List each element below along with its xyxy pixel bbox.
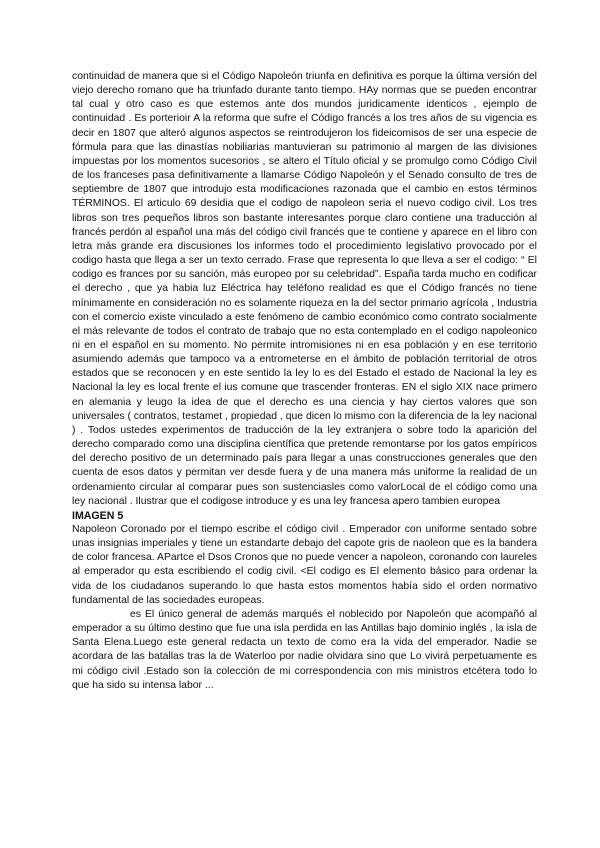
- paragraph-continuidad: continuidad de manera que si el Código Napoleón triunfa en definitiva es porque la última versión del viejo derecho romano que ha triunfado durante tanto tiempo. HAy normas que se pueden encontrar tal cual y otro caso es que estemos ante dos mundos juridicamente identicos , ejemplo de continuidad . Es porterioir A la reforma que sufre el Código francés a los tres años de su vigencia es decir en 1807 que alteró algunos aspectos se reintrodujeron los fideicomisos de ser una especie de fórmula para que las dinastías nobiliarias mantuvieran su patrimonio al margen de las divisiones impuestas por los momentos sucesorios , se altero el Título oficial y se promulgo como Código Civil de los franceses pasa definitivamente a llamarse Código Napoleón y el Senado consulto de tres de septiembre de 1807 que introdujo esta modificaciones razonada que el cambio en estos términos TÉRMINOS. El articulo 69 desidia que el codigo de napoleon seria el nuevo codigo civil. Los tres libros son tres pequeños libros son bastante interesantes porque claro contiene una traducción al francés perdón al español una más del código civil francés que te contiene y aparece en el libro con letra más grande era discusiones los informes todo el procedimiento legislativo provocado por el codigo hasta que llega a ser un texto cerrado. Frase que representa lo que lleva a ser el codigo: “ El codigo es frances por su sanción, más europeo por su celebridad”. España tarda mucho en codificar el derecho , que ya habia luz Eléctrica hay teléfono realidad es que el Código francés no tiene mínimamente en consideración no es solamente riqueza en la del sector primario agrícola , Industria con el comercio existe vinculado a este fenómeno de cambio económico como contrato socialmente el más relevante de todos el contrato de trabajo que no esta contemplado en el codigo napoleonico ni en el español en su momento. No permite intromisiones ni en esa población y en ese territorio asumiendo además que tampoco va a entrometerse en el ámbito de población territorial de otros estados que se reconocen y en este sentido la ley lo es del Estado el estado de Nacional la ley es Nacional la ley es local frente el ius comune que trascender fronteras. EN el siglo XIX nace primero en alemania y leugo la idea de que el derecho es una ciencia y hay ciertos valores que son universales ( contratos, testamet , propiedad , que dicen lo mismo con la diferencia de la ley nacional ) . Todos ustedes experimentos de traducción de la ley extranjera o sobre todo la aparición del derecho comparado como una disciplina científica que pretende remontarse por los gatos empíricos del derecho positivo de un determinado país para llegar a unas construcciones generales que den cuenta de esos datos y permitan ver desde fuera y de una manera más uniforme la realidad de un ordenamiento circular al comparar pues son sustenciasles como valorLocal de el código como una ley nacional . Ilustrar que el codigose introduce y es una ley francesa apero tambien europea: [72, 71, 537, 507]
- section-heading-imagen-5: IMAGEN 5: [72, 509, 124, 522]
- paragraph-general-marques: [72, 608, 537, 693]
- document-page: [72, 70, 537, 693]
- paragraph-general-marques-text: es El único general de además marqués el noblecido por Napoleón que acompañó al emperador a su último destino que fue una isla perdida en las Antillas bajo dominio inglés , la isla de Santa Elena.Luego este general redacta un texto de como era la vida del emperador. Nadie se acordara de las batallas tras la de Waterloo por nadie olvidara sino que Lo vivirá perpetuamente es mi código civil .Estado son la colección de mi correspondencia con mis ministros etcétera todo lo que ha sido su intensa labor ...: [72, 608, 537, 691]
- paragraph-napoleon-coronado: Napoleon Coronado por el tiempo escribe el código civil . Emperador con uniforme sentado sobre unas insignias imperiales y tiene un estandarte debajo del capote gris de naoleon que es la bandera de color francesa. APartce el Dsos Cronos que no puede vencer a napoleon, coronando con laureles al emperador qu esta escribiendo el codig civil. <El codigo es El elemento básico para ordenar la vida de los ciudadanos superando lo que hasta estos momentos había sido el orden normativo fundamental de las sociedades europeas.: [72, 524, 537, 606]
